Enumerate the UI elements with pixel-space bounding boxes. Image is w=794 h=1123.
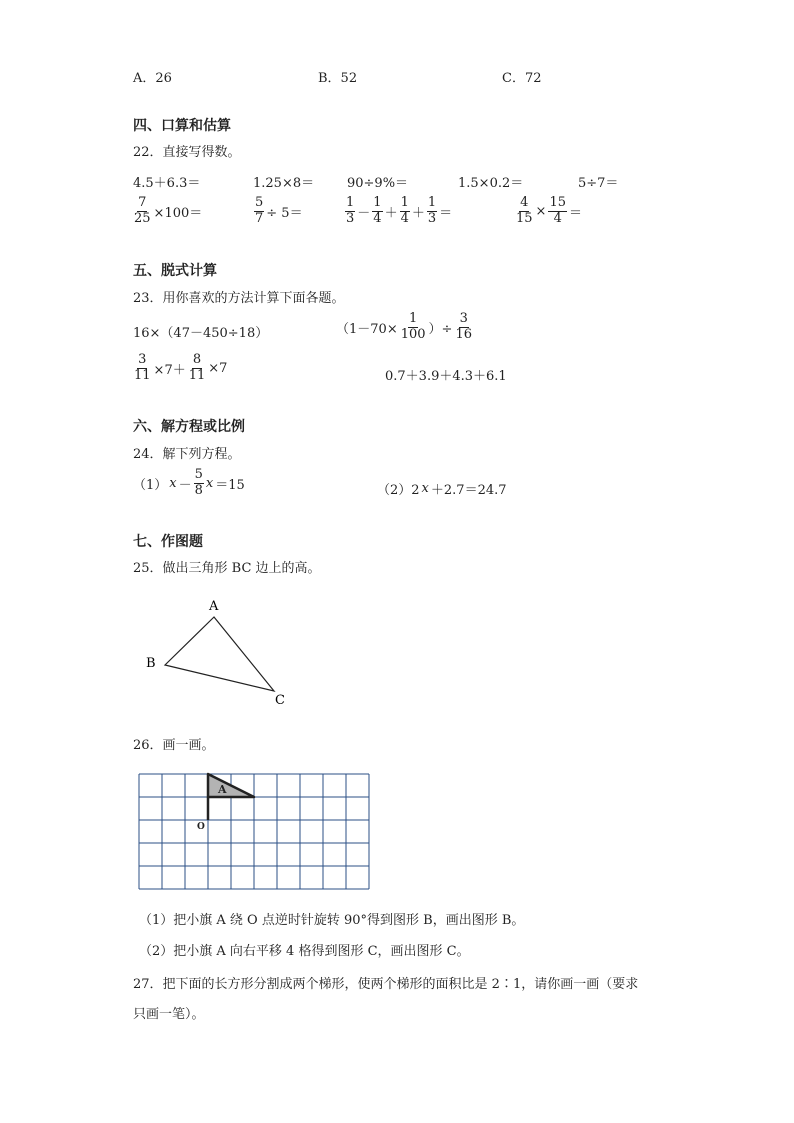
vertex-label-b: B <box>146 656 156 671</box>
calc-expression: 0.7＋3.9＋4.3＋6.1 <box>385 369 507 384</box>
choice-b: B．52 <box>318 71 358 86</box>
fraction: $\frac{4}{15}$ <box>516 195 533 226</box>
flag-label: A <box>218 783 227 796</box>
question-27-line2: 只画一笔）。 <box>133 1007 205 1022</box>
question-27-line1: 27．把下面的长方形分割成两个梯形，使两个梯形的面积比是 2∶1，请你画一画（要求 <box>133 977 639 992</box>
section-heading-7: 七、作图题 <box>133 534 203 550</box>
triangle-figure <box>140 595 310 710</box>
calc-expression: $\frac{3}{11}$ ×7＋ $\frac{8}{11}$ ×7 <box>134 352 228 383</box>
section-heading-5: 五、脱式计算 <box>133 263 217 279</box>
section-heading-6: 六、解方程或比例 <box>133 419 245 435</box>
grid <box>139 774 369 889</box>
origin-label: O <box>197 822 205 832</box>
vertex-label-a: A <box>209 599 219 614</box>
question-22: 22．直接写得数。 <box>133 145 241 160</box>
calc-fraction-item: $\frac{7}{25}$ ×100＝ <box>134 195 203 226</box>
calc-item: 1.5×0.2＝ <box>458 176 524 191</box>
section-heading-4: 四、口算和估算 <box>133 118 231 134</box>
fraction: $\frac{15}{4}$ <box>549 195 566 226</box>
question-24: 24．解下列方程。 <box>133 447 241 462</box>
calc-expression: 16×（47－450÷18） <box>133 326 269 341</box>
question-23: 23．用你喜欢的方法计算下面各题。 <box>133 291 345 306</box>
calc-item: 4.5＋6.3＝ <box>133 176 201 191</box>
calc-fraction-item: $\frac{4}{15}$ × $\frac{15}{4}$ ＝ <box>516 195 583 226</box>
fraction: $\frac{3}{16}$ <box>455 311 472 342</box>
calc-item: 90÷9%＝ <box>347 176 409 191</box>
fraction: $\frac{5}{7}$ <box>255 195 264 226</box>
fraction: $\frac{1}{4}$ <box>400 195 409 226</box>
fraction: $\frac{1}{3}$ <box>427 195 437 226</box>
question-25: 25．做出三角形 BC 边上的高。 <box>133 561 321 576</box>
calc-item: 1.25×8＝ <box>253 176 315 191</box>
calc-item: 5÷7＝ <box>578 176 619 191</box>
question-26-2: （2）把小旗 A 向右平移 4 格得到图形 C，画出图形 C。 <box>139 944 470 959</box>
grid-figure <box>137 772 373 891</box>
calc-fraction-item: $\frac{5}{7}$ ÷ 5＝ <box>255 195 303 226</box>
question-26-1: （1）把小旗 A 绕 O 点逆时针旋转 90°得到图形 B，画出图形 B。 <box>139 913 525 928</box>
calc-expression: （1－70× $\frac{1}{100}$ ）÷ $\frac{3}{16}$ <box>336 311 472 342</box>
calc-fraction-item: $\frac{1}{3}$ － $\frac{1}{4}$ ＋ $\frac{1}{4}$ ＋ $\frac{1}{3}$ ＝ <box>346 195 453 226</box>
fraction: $\frac{8}{11}$ <box>188 352 206 383</box>
fraction: $\frac{3}{11}$ <box>134 352 151 383</box>
fraction: $\frac{5}{8}$ <box>194 467 203 498</box>
equation-1: （1） x － $\frac{5}{8}$ x ＝15 <box>133 467 245 498</box>
vertex-label-c: C <box>275 693 285 708</box>
choice-a: A．26 <box>133 71 172 86</box>
question-26: 26．画一画。 <box>133 738 215 753</box>
fraction: $\frac{1}{3}$ <box>346 195 355 226</box>
triangle-abc <box>165 617 274 691</box>
equation-2: （2）2 x ＋2.7＝24.7 <box>377 481 507 498</box>
choice-c: C．72 <box>502 71 542 86</box>
fraction: $\frac{1}{100}$ <box>400 311 426 342</box>
fraction: $\frac{7}{25}$ <box>134 195 151 226</box>
fraction: $\frac{1}{4}$ <box>373 195 382 226</box>
